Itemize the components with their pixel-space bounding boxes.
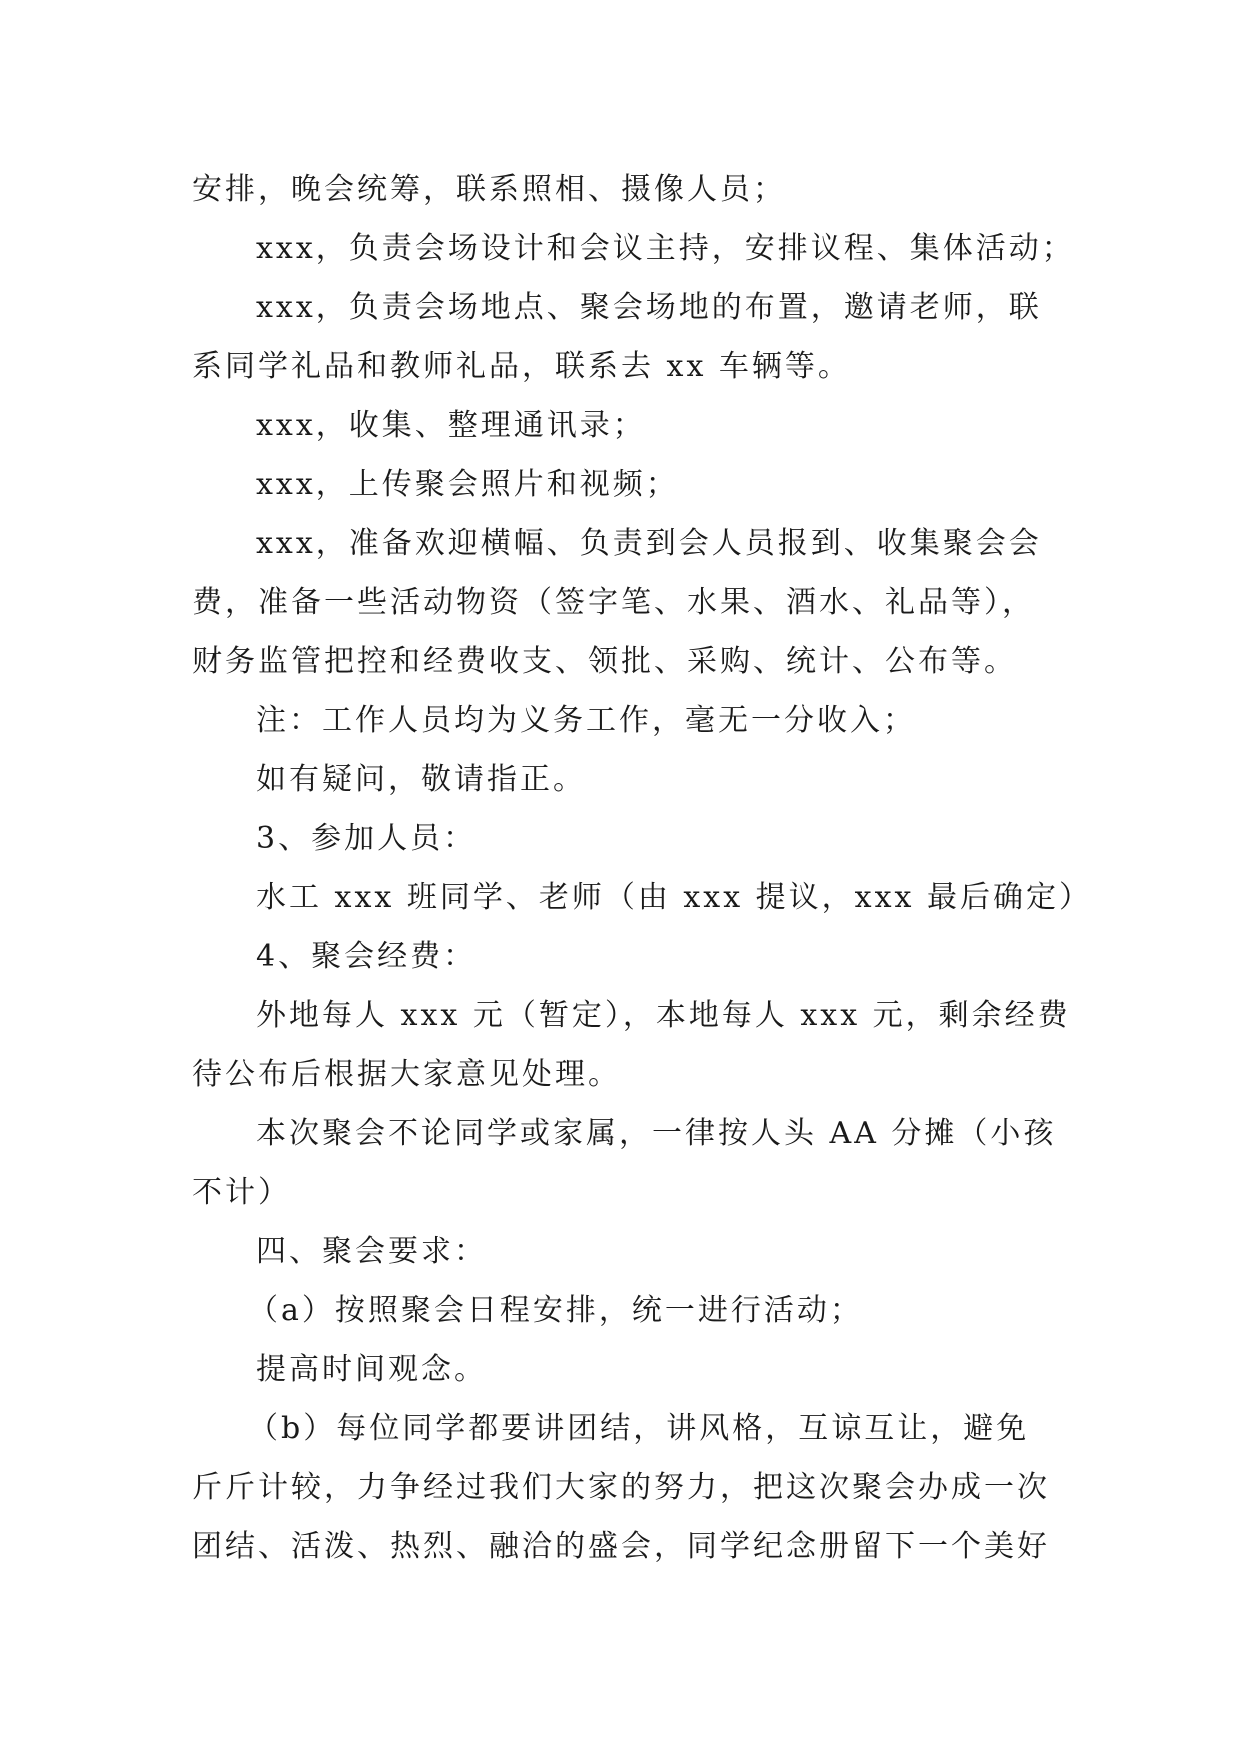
- text-line: 提高时间观念。: [256, 1352, 487, 1387]
- text-line: （a）按照聚会日程安排，统一进行活动；: [248, 1293, 863, 1328]
- text-line: （b）每位同学都要讲团结，讲风格，互谅互让，避免: [248, 1411, 1030, 1446]
- document-body: [192, 160, 1092, 1576]
- text-line: 本次聚会不论同学或家属，一律按人头 AA 分摊（小孩: [256, 1116, 1057, 1151]
- text-line: xxx，负责会场设计和会议主持，安排议程、集体活动；: [256, 231, 1075, 266]
- text-line: 财务监管把控和经费收支、领批、采购、统计、公布等。: [192, 644, 1017, 679]
- text-line: 费，准备一些活动物资（签字笔、水果、酒水、礼品等），: [192, 585, 1035, 620]
- text-line: xxx，准备欢迎横幅、负责到会人员报到、收集聚会会: [256, 526, 1042, 561]
- text-line: 系同学礼品和教师礼品，联系去 xx 车辆等。: [192, 349, 851, 384]
- text-line: 水工 xxx 班同学、老师（由 xxx 提议，xxx 最后确定）: [256, 880, 1092, 915]
- text-line: xxx，上传聚会照片和视频；: [256, 467, 679, 502]
- text-line: xxx，负责会场地点、聚会场地的布置，邀请老师，联: [256, 290, 1042, 325]
- text-line: 待公布后根据大家意见处理。: [192, 1057, 621, 1092]
- section-heading: 四、聚会要求：: [256, 1234, 487, 1269]
- text-line: xxx，收集、整理通讯录；: [256, 408, 646, 443]
- text-line: 安排，晚会统筹，联系照相、摄像人员；: [192, 172, 786, 207]
- section-heading: 4、聚会经费：: [256, 939, 477, 974]
- text-line: 如有疑问，敬请指正。: [256, 762, 586, 797]
- text-line: 不计）: [192, 1175, 291, 1210]
- text-line: 斤斤计较，力争经过我们大家的努力，把这次聚会办成一次: [192, 1470, 1050, 1505]
- text-line: 外地每人 xxx 元（暂定），本地每人 xxx 元，剩余经费: [256, 998, 1071, 1033]
- section-heading: 3、参加人员：: [256, 821, 477, 856]
- text-line: 团结、活泼、热烈、融洽的盛会，同学纪念册留下一个美好: [192, 1529, 1050, 1564]
- text-line: 注：工作人员均为义务工作，毫无一分收入；: [256, 703, 916, 738]
